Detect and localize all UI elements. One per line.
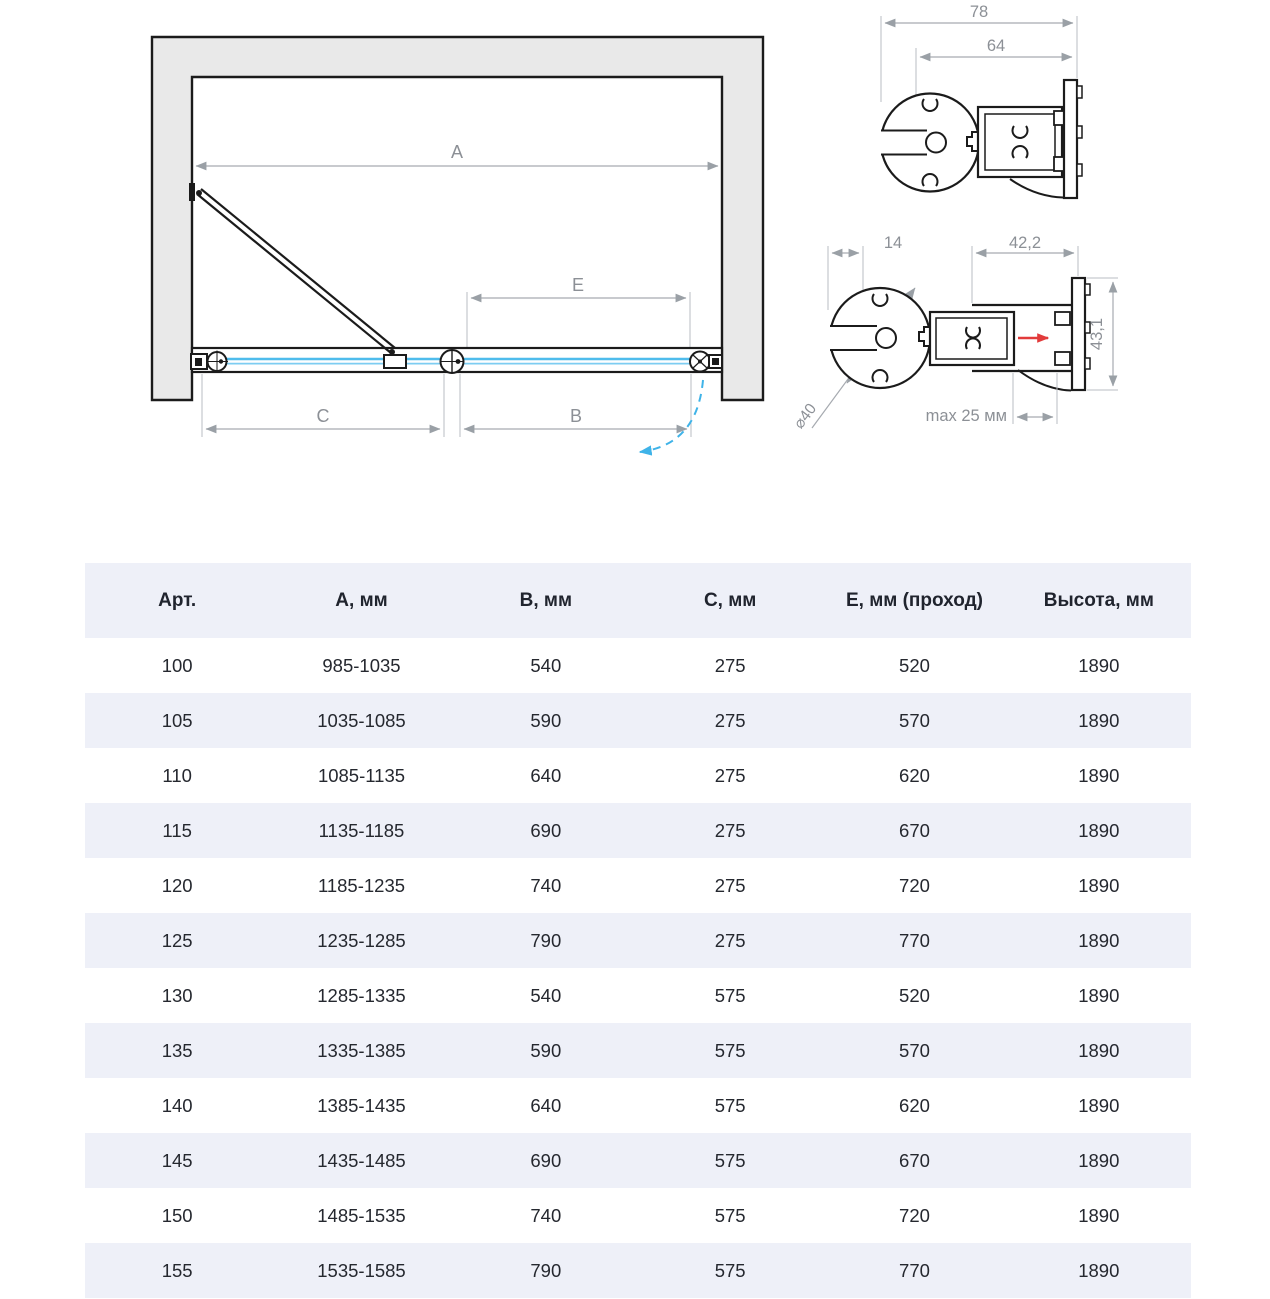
table-row — [85, 1078, 1191, 1133]
table-row — [85, 858, 1191, 913]
profile-detail-bottom — [791, 234, 1118, 432]
technical-drawing-section — [0, 0, 1270, 540]
roller-right — [690, 352, 710, 372]
cell-a: 1035-1085 — [317, 709, 406, 731]
cell-height: 1890 — [1078, 874, 1120, 896]
wall-strip-tab — [1085, 358, 1090, 369]
table-row — [85, 803, 1191, 858]
cell-a: 1535-1585 — [317, 1259, 406, 1281]
col-header-b: B, мм — [454, 563, 638, 638]
cell-art: 125 — [161, 929, 193, 951]
cell-a: 1085-1135 — [317, 764, 406, 786]
box-profile-inner — [985, 114, 1055, 170]
cell-art: 140 — [161, 1094, 193, 1116]
dim-14-label: 14 — [883, 234, 903, 252]
cell-height: 1890 — [1078, 1204, 1120, 1226]
dim-max25-label: max 25 мм — [925, 407, 1007, 425]
cell-c: 575 — [714, 1094, 746, 1116]
dim-d40-label: ⌀40 — [790, 400, 821, 433]
cell-e: 670 — [899, 1149, 930, 1171]
table-row — [85, 1188, 1191, 1243]
cell-c: 275 — [714, 874, 746, 896]
cell-b: 690 — [530, 819, 562, 841]
cell-height: 1890 — [1078, 709, 1120, 731]
cell-c: 575 — [714, 984, 746, 1006]
wall-strip-tab — [1077, 86, 1082, 98]
cell-c: 275 — [714, 764, 746, 786]
cell-c: 575 — [714, 1149, 746, 1171]
dim-422-label: 42,2 — [1008, 234, 1042, 252]
cell-e: 770 — [899, 1259, 930, 1281]
dim-e-label: E — [571, 275, 585, 295]
left-wall-bracket — [191, 354, 207, 369]
wall-lug-bottom-2 — [1055, 352, 1070, 365]
col-header-c: C, мм — [638, 563, 822, 638]
cell-c: 575 — [714, 1204, 746, 1226]
dim-431-label: 43,1 — [1088, 317, 1106, 351]
cell-b: 740 — [530, 1204, 562, 1226]
table-header-row — [85, 563, 1191, 638]
cell-height: 1890 — [1078, 984, 1120, 1006]
door-hinge-top — [196, 190, 202, 196]
cell-b: 790 — [530, 1259, 562, 1281]
size-table-section — [85, 563, 1270, 1298]
col-header-e: E, мм (проход) — [822, 563, 1006, 638]
open-door-leaf — [189, 183, 406, 368]
cell-c: 575 — [714, 1039, 746, 1061]
cell-b: 690 — [530, 1149, 562, 1171]
cell-e: 570 — [899, 1039, 930, 1061]
dim-b-label: B — [569, 406, 583, 426]
roller-middle — [440, 350, 464, 373]
table-row — [85, 748, 1191, 803]
cell-a: 1235-1285 — [317, 929, 406, 951]
cell-a: 1485-1535 — [317, 1204, 406, 1226]
knob-center-hole-2 — [876, 328, 896, 348]
table-row — [85, 638, 1191, 693]
table-row — [85, 1133, 1191, 1188]
dim-64-label: 64 — [986, 37, 1006, 55]
col-header-art: Арт. — [85, 563, 269, 638]
cell-c: 275 — [714, 709, 746, 731]
door-swing-arrow — [640, 380, 703, 452]
wall-strip-tab — [1077, 126, 1082, 138]
col-header-height: Высота, мм — [1007, 563, 1191, 638]
cell-a: 1285-1335 — [317, 984, 406, 1006]
profile-detail-top — [876, 3, 1082, 198]
cell-art: 115 — [162, 819, 192, 841]
cell-c: 275 — [714, 819, 746, 841]
knob-slot-cutout — [876, 131, 928, 154]
door-carriage — [384, 355, 406, 368]
cell-c: 575 — [714, 1259, 746, 1281]
cell-height: 1890 — [1078, 1259, 1120, 1281]
knob-slot-cutout-2 — [823, 327, 877, 350]
cell-height: 1890 — [1078, 1039, 1120, 1061]
cell-a: 1435-1485 — [317, 1149, 406, 1171]
cell-height: 1890 — [1078, 1094, 1120, 1116]
cell-e: 720 — [899, 874, 930, 896]
cell-art: 110 — [162, 764, 192, 786]
cell-a: 1335-1385 — [317, 1039, 406, 1061]
wall-lug-top-2 — [1055, 312, 1070, 325]
right-wall-bracket — [709, 355, 722, 368]
table-row — [85, 1243, 1191, 1298]
cell-e: 670 — [899, 819, 930, 841]
cell-e: 570 — [899, 709, 930, 731]
cell-b: 640 — [530, 764, 562, 786]
cell-c: 275 — [714, 654, 746, 676]
wall-profile-strip — [1064, 80, 1077, 198]
wall-outline — [152, 37, 763, 400]
dim-a-label: A — [450, 142, 464, 162]
cell-height: 1890 — [1078, 764, 1120, 786]
cell-b: 640 — [530, 1094, 562, 1116]
size-table — [85, 563, 1191, 1298]
dim-c-label: C — [316, 406, 330, 426]
cell-height: 1890 — [1078, 819, 1120, 841]
cell-art: 120 — [161, 874, 193, 896]
wall-profile-strip-2 — [1072, 278, 1085, 390]
knob-center-hole — [926, 133, 946, 153]
table-row — [85, 968, 1191, 1023]
wall-strip-tab — [1077, 164, 1082, 176]
dim-78-label: 78 — [969, 3, 989, 21]
table-row — [85, 693, 1191, 748]
cell-b: 590 — [530, 709, 562, 731]
wall-profile-foot-2 — [1018, 370, 1071, 391]
door-wall-bracket — [189, 183, 195, 201]
cell-e: 620 — [899, 764, 930, 786]
wall-strip-tab — [1085, 284, 1090, 295]
cell-b: 790 — [530, 929, 562, 951]
cell-b: 540 — [530, 654, 562, 676]
cell-b: 740 — [530, 874, 562, 896]
cell-a: 985-1035 — [322, 654, 401, 676]
cell-e: 620 — [899, 1094, 930, 1116]
cell-art: 135 — [161, 1039, 193, 1061]
cell-art: 155 — [161, 1259, 193, 1281]
cell-a: 1185-1235 — [317, 874, 406, 896]
cell-height: 1890 — [1078, 654, 1120, 676]
wall-profile-foot — [1010, 179, 1063, 198]
col-header-a: A, мм — [269, 563, 453, 638]
plan-view — [152, 37, 763, 452]
cell-height: 1890 — [1078, 1149, 1120, 1171]
table-row — [85, 913, 1191, 968]
cell-c: 275 — [714, 929, 746, 951]
cell-art: 100 — [161, 654, 193, 676]
cell-art: 145 — [161, 1149, 193, 1171]
cell-art: 130 — [161, 984, 193, 1006]
cell-e: 520 — [899, 984, 930, 1006]
cell-e: 720 — [899, 1204, 930, 1226]
cell-height: 1890 — [1078, 929, 1120, 951]
cell-e: 520 — [899, 654, 930, 676]
cell-b: 540 — [530, 984, 562, 1006]
cell-art: 105 — [161, 709, 193, 731]
table-row — [85, 1023, 1191, 1078]
cell-b: 590 — [530, 1039, 562, 1061]
technical-drawing-svg — [0, 0, 1270, 540]
cell-art: 150 — [161, 1204, 193, 1226]
cell-e: 770 — [899, 929, 930, 951]
cell-a: 1385-1435 — [317, 1094, 406, 1116]
cell-a: 1135-1185 — [318, 819, 405, 841]
